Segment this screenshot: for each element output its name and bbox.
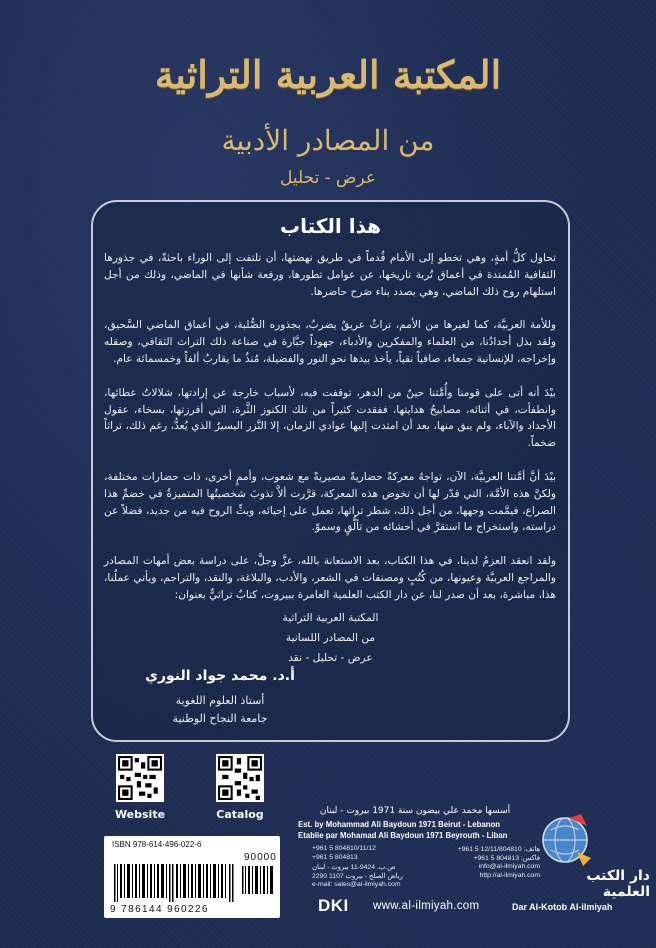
publisher-founded-ar: أسسها محمد علي بيضون سنة 1971 بيروت - لبنان — [319, 806, 511, 816]
previous-book-line: عرض - تحليل - نقد — [288, 652, 373, 664]
contact-left: +961 5 804810/11/12 — [312, 845, 376, 852]
isbn-number: ISBN 978-614-496-022-6 — [112, 840, 202, 849]
series-title: المكتبة العربية التراثية — [154, 52, 502, 97]
isbn-barcode — [104, 836, 280, 918]
blurb-paragraph: بيْدَ أنه أتى على قومنا وأُمَّتنا حينٌ من الدهر، توقفت فيه، لأسباب خارجة عن إرادتها، شلالاتُ عطائها، وانطفأت، في أثنائه، مصابيحُ هدايتها، ففقدت كثيراً من تلك الكنوز الثَّرة، التي أفرزتها، بسخاء، عقول الأجداد والآباء، ولم يبق منها، بعد أن امتدت إليها عوادي الزمان، إلا النَّزر اليسيرُ الذي يُعدُّ، رغم ذلك، تراثاً ضخماً. — [104, 386, 556, 450]
contact-left: ص.ب. 9424-11 بيروت - لبنان — [312, 864, 396, 871]
book-subtitle: من المصادر الأدبية — [221, 124, 435, 157]
contact-right: فاكس: 804813 5 961+ — [473, 855, 540, 862]
blurb-paragraph: وللأمة العربيَّة، كما لغيرها من الأمم، تراثٌ عريقٌ يضربُ، بجذوره الصُّلبة، في أعماق الماضي السَّحيق، ولقد بذل أجدادُنا، من العلماء والمفكرين والأدباء، جهوداً جبَّارة في صناعة ذلك التراث الثقافي، وصقله وإخراجه، للإنسانية جمعاء، صافياً نقياً، يأخذ بيدها نحو النور والفضيلة، مُنذُ ما يقاربُ ألفاً وخمسمائة عام. — [104, 319, 556, 365]
contact-left: رياض الصلح - بيروت 1107 2290 — [312, 873, 403, 880]
blurb-paragraph: بيْدَ أنَّ أمَّتنا العربيَّة، الآن، تواجهُ معركةً حضاريةً مصيريةً مع شعوب، وأممٍ أخرى، ذات حضارات مختلفة، ولكنَّ هذه الأمَّة، التي قدّر لها أن تخوض هذه المعركة، قرَّرت ألاَّ تذوبَ شخصيتُها المتميزةُ في خضمِّ هذا الصراع، فيمَّمت وجهها، من أجل ذلك، شطر تراثها، تعمل على إحيائه، وبثِّ الروح فيه من جديد، فضلاً عن دراسته، واستخراج ما استقرَّ في أحشائه من تألُّقٍ وسموّ. — [104, 470, 556, 534]
author-affiliation — [120, 692, 320, 728]
barcode-bars — [114, 864, 234, 902]
website-label: Website — [114, 808, 166, 821]
author-name: أ.د. محمد جواد النوري — [145, 668, 295, 684]
contact-right: هاتف: 12/11/804810 5 961+ — [457, 846, 540, 853]
contact-right: http://al-ilmiyah.com — [479, 872, 540, 879]
publisher-email[interactable]: e-mail: sales@al-ilmiyah.com — [312, 881, 401, 888]
publisher-website[interactable]: www.al-ilmiyah.com — [373, 900, 480, 912]
publisher-name-ar: دار الكتب العلمية — [586, 868, 650, 900]
book-subtitle-secondary: عرض - تحليل — [280, 168, 376, 188]
catalog-label: Catalog — [216, 808, 264, 821]
contact-left: +961 5 804813 — [312, 854, 358, 861]
publisher-globe-icon — [537, 812, 593, 868]
website-qr-code[interactable] — [116, 754, 164, 802]
previous-book-line: المكتبة العربية التراثية — [282, 612, 379, 624]
dki-logo-text: DKI — [318, 896, 349, 915]
qr-icon — [218, 756, 262, 800]
barcode-digits: 9 786144 960226 — [110, 904, 209, 915]
price-code: 90000 — [244, 852, 277, 863]
publisher-founded-fr: Etablie par Mohamad Ali Baydoun 1971 Beyrouth - Liban — [298, 831, 508, 840]
blurb-text — [104, 250, 556, 621]
author-university: جامعة النجاح الوطنية — [172, 712, 268, 725]
publisher-founded-en: Est. by Mohammad Ali Baydoun 1971 Beirut - Lebanon — [298, 820, 501, 829]
blurb-heading: هذا الكتاب — [279, 214, 381, 238]
publisher-name-en: Dar Al-Kotob Al-ilmiyah — [512, 902, 613, 912]
previous-book-line: من المصادر اللسانية — [285, 632, 376, 644]
catalog-qr-code[interactable] — [216, 754, 264, 802]
qr-icon — [118, 756, 162, 800]
previous-book-title — [91, 608, 570, 668]
author-position: أستاذ العلوم اللغوية — [175, 694, 265, 707]
contact-right: info@al-ilmiyah.com — [478, 863, 540, 870]
blurb-paragraph: ولقد انعقد العزمُ لدينا، في هذا الكتاب، بعد الاستعانة بالله، عزَّ وجلَّ، على دراسة بعض أمهات المصادر والمراجع العربيَّة وعيونها، من كُتُبٍ ومصنفات في الشعر، والأدب، والبلاغة، والنقد، والتراجم، ويأتي عملُنا، هذا، مباشرة، بعد أن صدر لنا، عن دار الكتب العلمية العامرة ببيروت، كتابٌ تراثيٌّ بعنوان: — [104, 555, 556, 601]
blurb-paragraph: تحاول كلُّ أمةٍ، وهي تخطو إلى الأمام قُدماً في طريق نهضتها، أن تلتفت إلى الوراء باحثةً، في جذورها الثقافية المُمتدة في أعماق تُربة تاريخها، عن عوامل تطورها، ورفعة شأنها في الماضي، وذلك من أجل استلهام روح ذلك الماضي، وهي بصدد بناء صَرح حاضرها. — [104, 252, 556, 298]
price-barcode-bars — [242, 866, 274, 894]
